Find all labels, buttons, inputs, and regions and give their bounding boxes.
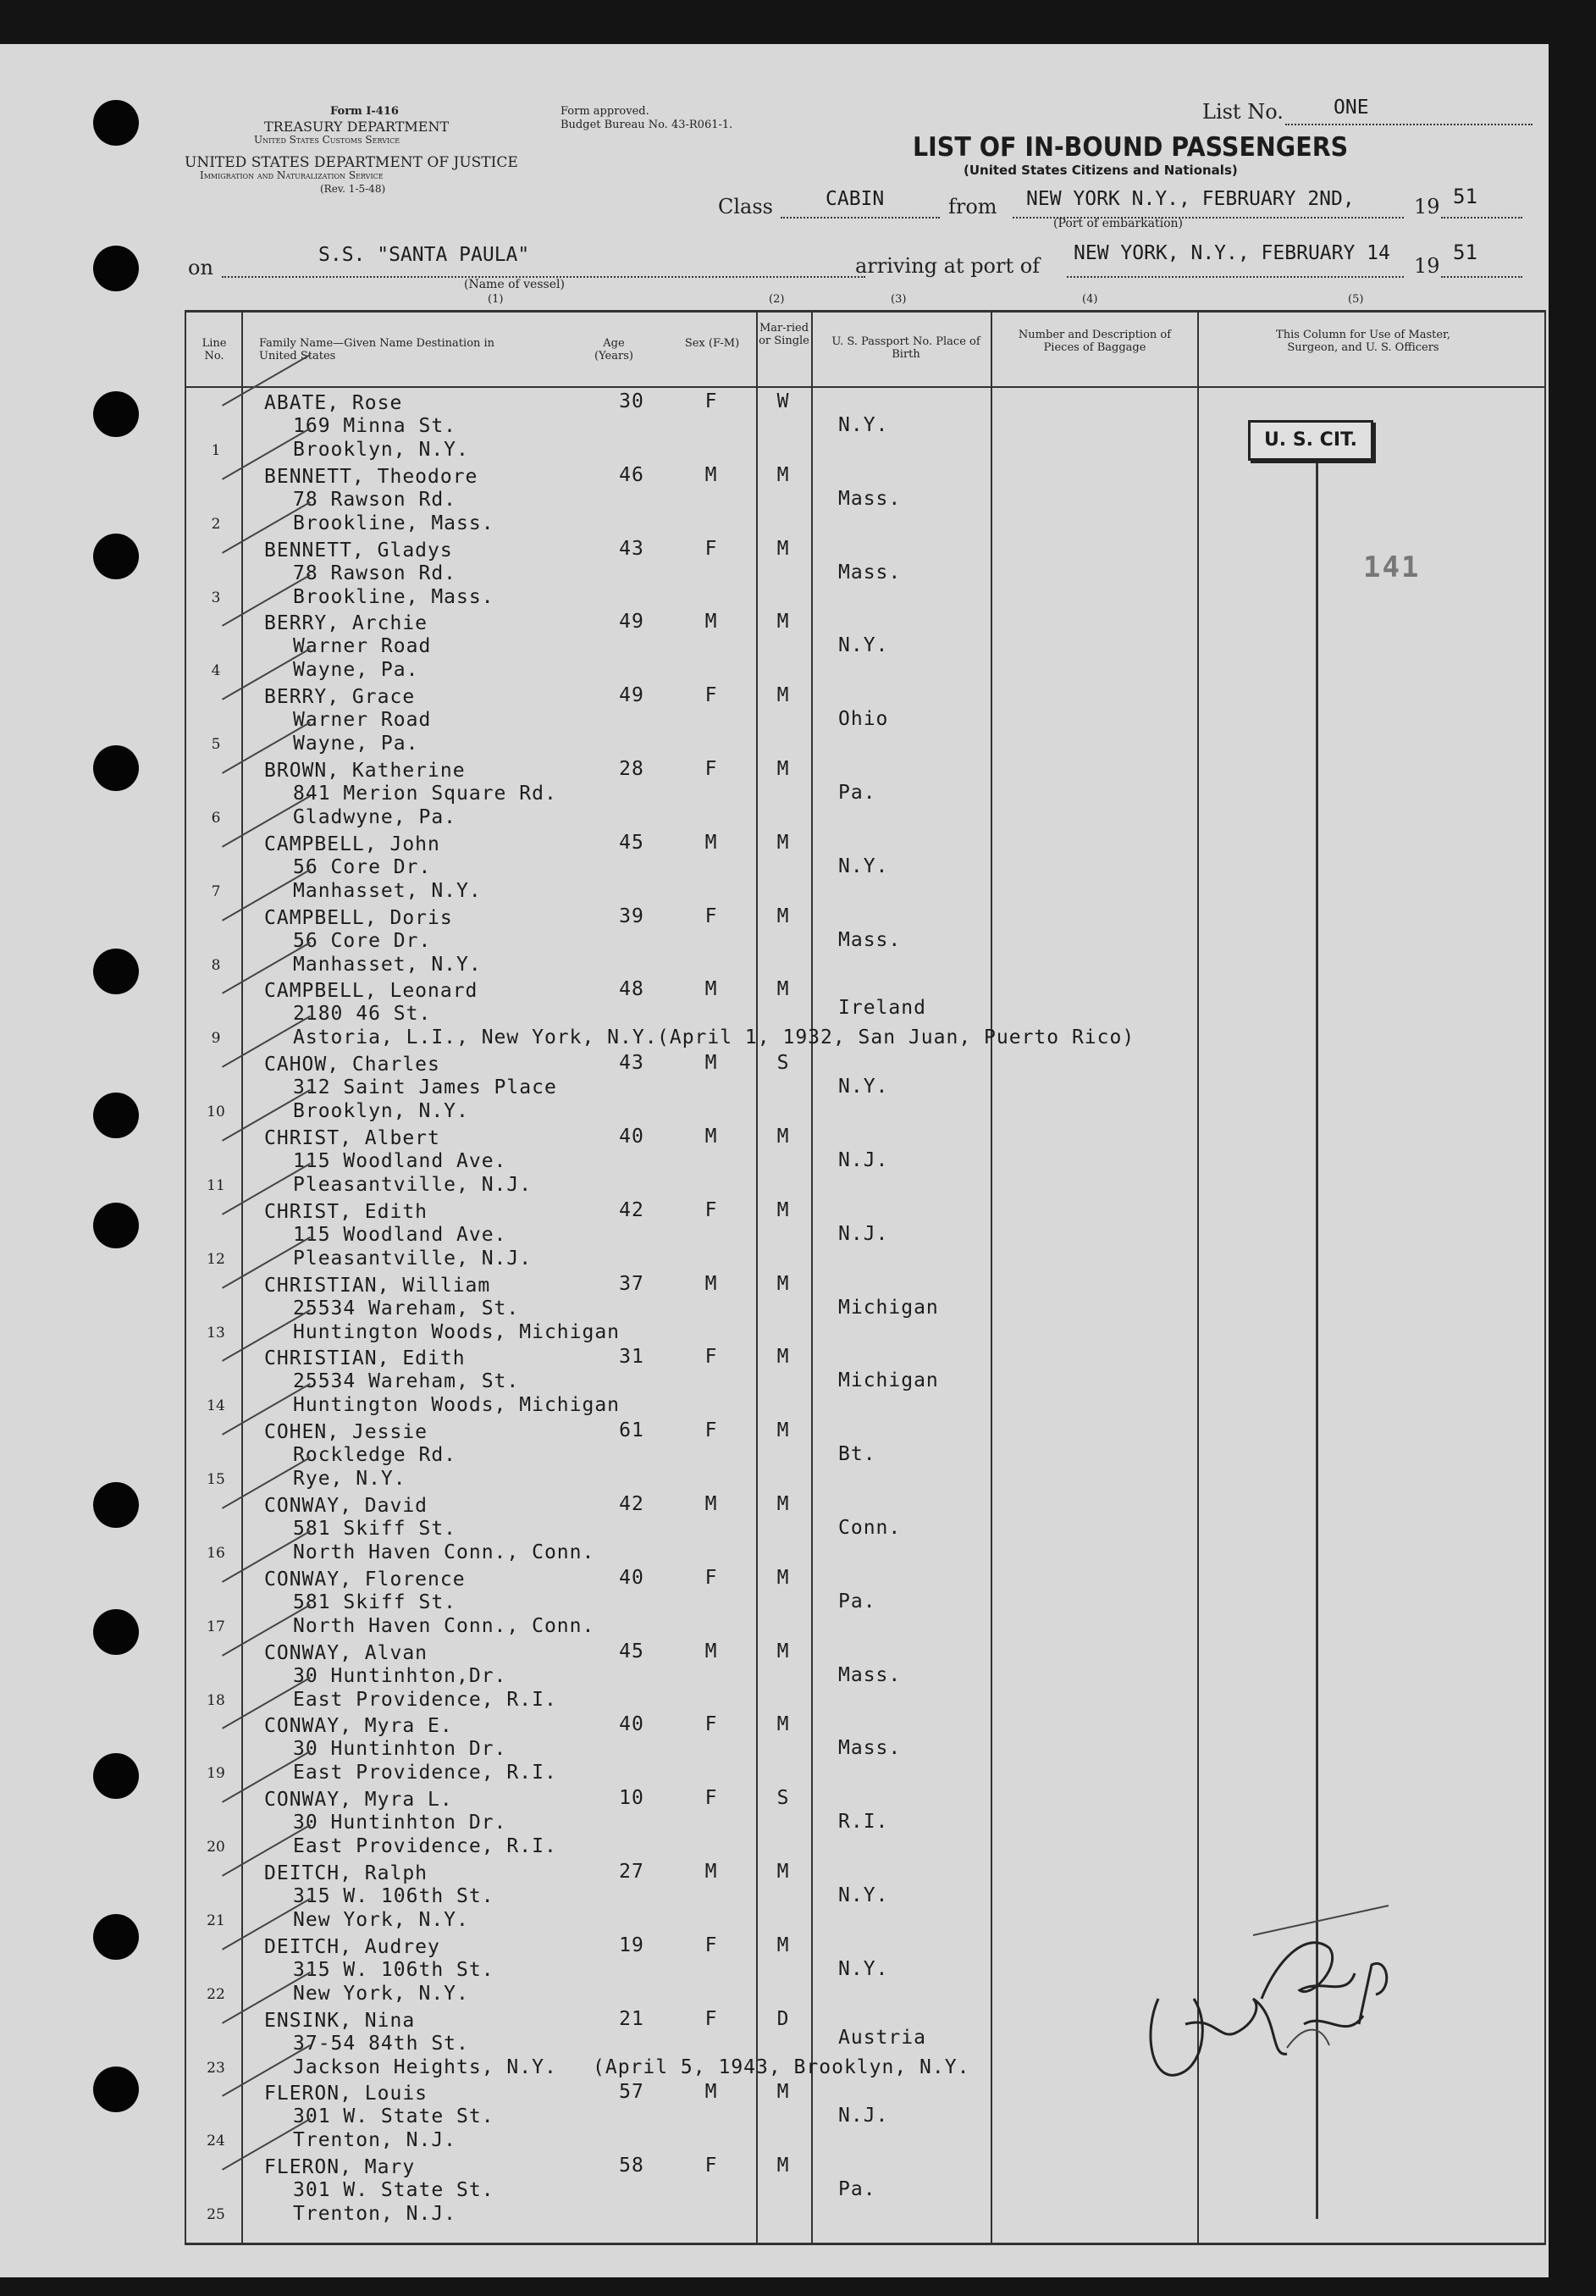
passenger-sex: M [704,2081,718,2104]
place-of-birth: Ireland [838,997,926,1020]
header-passport: U. S. Passport No. Place of Birth [831,335,980,361]
passenger-name: CONWAY, Myra L. [264,1789,453,1812]
marital-status: S [776,1787,790,1810]
line-number: 19 [207,1765,225,1783]
address-street: 841 Merion Square Rd. [293,783,557,805]
marital-status: M [776,1198,790,1221]
passenger-row [0,1566,1596,1640]
place-of-birth: Pa. [838,2178,876,2201]
from-value: NEW YORK N.Y., FEBRUARY 2ND, [1026,188,1355,210]
vessel-caption: (Name of vessel) [464,278,565,291]
passenger-age: 48 [619,978,644,1001]
passenger-name: CHRISTIAN, Edith [264,1347,466,1370]
passenger-name: BERRY, Grace [264,686,416,709]
passenger-age: 19 [619,1934,644,1956]
address-city: New York, N.Y. [293,1982,469,2005]
marital-status: W [776,390,790,412]
arriving-label: arriving at port of [855,254,1041,278]
line-number: 14 [207,1397,225,1415]
passenger-row [0,2154,1596,2227]
line-number: 25 [207,2206,225,2224]
justice-dept: UNITED STATES DEPARTMENT OF JUSTICE [185,154,518,171]
marital-status: M [776,2155,790,2177]
address-city: Manhasset, N.Y. [293,953,482,976]
passenger-age: 39 [619,905,644,927]
header-officers: This Column for Use of Master, Surgeon, and U. S. Officers [1276,329,1450,354]
place-of-birth: N.J. [838,1149,889,1171]
passenger-name: DEITCH, Ralph [264,1862,428,1884]
passenger-sex: F [704,1419,718,1442]
address-street: 25534 Wareham, St. [293,1297,520,1320]
passenger-age: 58 [619,2155,644,2177]
col-number-2: (2) [769,293,785,306]
year-line-2 [1441,276,1522,278]
passenger-row [0,683,1596,757]
list-no-value: ONE [1334,97,1369,119]
line-number: 9 [211,1030,221,1048]
line-number: 1 [211,442,221,459]
form-approved: Form approved. [561,105,649,118]
passenger-sex: M [704,1640,718,1663]
arriving-value: NEW YORK, N.Y., FEBRUARY 14 [1074,242,1390,264]
line-number: 7 [211,882,221,900]
passenger-sex: M [704,611,718,633]
form-number: Form I-416 [330,105,399,118]
passenger-name: CONWAY, Alvan [264,1641,428,1664]
address-city: Jackson Heights, N.Y. [293,2055,557,2078]
document-title: LIST OF IN-BOUND PASSENGERS [913,132,1349,163]
passenger-name: BROWN, Katherine [264,760,466,782]
place-of-birth: R.I. [838,1811,889,1834]
class-label: Class [718,195,773,219]
address-city: Wayne, Pa. [293,733,419,755]
place-of-birth: N.J. [838,1222,889,1245]
header-age: Age (Years) [594,337,633,362]
marital-status: M [776,831,790,854]
arriving-line [1067,276,1404,278]
address-city: East Providence, R.I. [293,1762,557,1784]
place-of-birth: Michigan [838,1296,939,1319]
document-subtitle: (United States Citizens and Nationals) [964,163,1238,178]
passenger-age: 27 [619,1861,644,1883]
marital-status: M [776,1126,790,1148]
passenger-name: BENNETT, Gladys [264,539,453,562]
address-street: 78 Rawson Rd. [293,488,457,511]
class-value: CABIN [826,188,885,210]
passenger-sex: M [704,1861,718,1883]
naturalization-note: (April 5, 1943, Brooklyn, N.Y. [593,2055,970,2078]
passenger-name: CAMPBELL, Doris [264,906,453,929]
passenger-age: 61 [619,1419,644,1442]
passenger-name: CHRIST, Edith [264,1200,428,1223]
header-baggage: Number and Description of Pieces of Baggage [1018,329,1172,354]
place-of-birth: N.Y. [838,414,889,436]
marital-status: M [776,978,790,1001]
passenger-sex: F [704,1346,718,1369]
marital-status: M [776,1272,790,1295]
passenger-sex: F [704,684,718,707]
place-of-birth: Mass. [838,487,902,510]
passenger-name: FLERON, Mary [264,2156,416,2179]
table-header-divider [185,386,1546,388]
place-of-birth: N.Y. [838,634,889,657]
passenger-age: 21 [619,2007,644,2030]
passenger-sex: F [704,390,718,412]
line-number: 21 [207,1912,225,1929]
passenger-row [0,1198,1596,1272]
place-of-birth: N.Y. [838,1076,889,1098]
passenger-row [0,1051,1596,1125]
line-number: 2 [211,515,221,533]
class-line [781,217,940,219]
passenger-row [0,1492,1596,1566]
punch-hole [93,246,139,291]
address-city: Astoria, L.I., New York, N.Y. [293,1026,658,1049]
revision: (Rev. 1-5-48) [320,183,386,195]
marital-status: M [776,1861,790,1883]
header-name-destination: Family Name—Given Name Destination in United States [259,337,495,362]
address-city: Brooklyn, N.Y. [293,1100,469,1123]
address-city: Rye, N.Y. [293,1468,406,1491]
marital-status: M [776,1346,790,1369]
passenger-row [0,1419,1596,1492]
naturalization-note: (April 1, 1932, San Juan, Puerto Rico) [657,1026,1135,1049]
address-city: North Haven Conn., Conn. [293,1614,595,1637]
address-city: Manhasset, N.Y. [293,879,482,902]
page-edge-top [0,0,1596,44]
address-city: East Providence, R.I. [293,1835,557,1858]
from-label: from [948,195,997,219]
passenger-age: 30 [619,390,644,412]
col-number-3: (3) [891,293,907,306]
line-number: 4 [211,662,221,680]
vessel-name: S.S. "SANTA PAULA" [318,244,530,266]
port-embarkation-caption: (Port of embarkation) [1053,217,1183,230]
marital-status: M [776,1419,790,1442]
line-number: 13 [207,1324,225,1342]
list-no-label: List No. [1202,100,1284,124]
passenger-row [0,1786,1596,1860]
place-of-birth: Mass. [838,1663,902,1686]
passenger-row [0,463,1596,537]
place-of-birth: Mass. [838,1737,902,1760]
line-number: 8 [211,956,221,974]
marital-status: M [776,1640,790,1663]
passenger-age: 49 [619,684,644,707]
address-street: 25534 Wareham, St. [293,1370,520,1393]
place-of-birth: Pa. [838,1590,876,1613]
passenger-sex: F [704,1566,718,1589]
passenger-sex: F [704,2007,718,2030]
address-street: 30 Huntinhton Dr. [293,1738,507,1761]
line-number: 11 [207,1177,225,1194]
punch-hole [93,100,139,146]
passenger-name: CONWAY, Myra E. [264,1715,453,1738]
passenger-sex: M [704,1272,718,1295]
line-number: 12 [207,1250,225,1268]
vessel-col-number: (1) [488,293,504,306]
passenger-age: 28 [619,758,644,780]
address-street: 30 Huntinhton,Dr. [293,1664,507,1687]
line-number: 18 [207,1691,225,1709]
passenger-age: 45 [619,831,644,854]
passenger-sex: M [704,978,718,1001]
place-of-birth: Bt. [838,1443,876,1466]
place-of-birth: Conn. [838,1517,902,1539]
address-street: 312 Saint James Place [293,1076,557,1099]
col-number-5: (5) [1348,293,1364,306]
budget-bureau: Budget Bureau No. 43-R061-1. [561,119,733,131]
address-street: Warner Road [293,709,432,732]
passenger-row [0,977,1596,1051]
address-street: 315 W. 106th St. [293,1958,494,1981]
passenger-name: BERRY, Archie [264,612,428,635]
passenger-sex: F [704,1713,718,1736]
passenger-name: CAHOW, Charles [264,1054,440,1076]
passenger-row [0,905,1596,978]
passenger-age: 37 [619,1272,644,1295]
address-street: 115 Woodland Ave. [293,1150,507,1172]
place-of-birth: Michigan [838,1369,939,1392]
passenger-name: ENSINK, Nina [264,2009,416,2032]
address-city: East Providence, R.I. [293,1688,557,1711]
us-citizen-stamp: U. S. CIT. [1248,420,1373,461]
passenger-name: ABATE, Rose [264,392,403,414]
table-top-border [185,310,1546,313]
passenger-name: CHRIST, Albert [264,1127,440,1149]
passenger-sex: M [704,1052,718,1075]
passenger-sex: F [704,905,718,927]
address-city: Trenton, N.J. [293,2203,457,2226]
passenger-age: 43 [619,537,644,560]
passenger-row [0,537,1596,611]
address-city: Pleasantville, N.J. [293,1247,533,1270]
address-city: Brookline, Mass. [293,512,494,534]
passenger-age: 10 [619,1787,644,1810]
passenger-age: 42 [619,1493,644,1515]
customs-service: United States Customs Service [254,134,400,146]
place-of-birth: N.Y. [838,1884,889,1906]
page-edge-bottom [0,2277,1596,2296]
line-number: 3 [211,589,221,606]
address-city: Wayne, Pa. [293,659,419,682]
address-street: 2180 46 St. [293,1003,432,1026]
address-city: Brookline, Mass. [293,585,494,608]
passenger-sex: F [704,2155,718,2177]
line-number: 15 [207,1471,225,1489]
address-street: 301 W. State St. [293,2179,494,2202]
on-label: on [188,256,213,279]
passenger-sex: F [704,758,718,780]
passenger-row [0,1125,1596,1198]
passenger-name: CONWAY, Florence [264,1568,466,1591]
address-street: Rockledge Rd. [293,1444,457,1467]
passenger-age: 57 [619,2081,644,2104]
address-street: 56 Core Dr. [293,855,432,878]
line-number: 23 [207,2059,225,2077]
passenger-sex: M [704,1126,718,1148]
place-of-birth: N.Y. [838,1957,889,1980]
col-number-4: (4) [1082,293,1098,306]
header-line-no: Line No. [202,337,227,362]
passenger-row [0,390,1596,463]
passenger-age: 46 [619,463,644,486]
address-street: 78 Rawson Rd. [293,562,457,584]
address-street: 56 Core Dr. [293,929,432,952]
passenger-sex: M [704,1493,718,1515]
treasury-dept: TREASURY DEPARTMENT [264,119,450,135]
address-street: 37-54 84th St. [293,2032,469,2055]
line-number: 22 [207,1985,225,2003]
passenger-age: 40 [619,1566,644,1589]
address-city: Pleasantville, N.J. [293,1174,533,1196]
table-bottom-border [185,2243,1546,2245]
marital-status: M [776,537,790,560]
place-of-birth: Pa. [838,782,876,804]
address-city: New York, N.Y. [293,1909,469,1931]
place-of-birth: Austria [838,2026,926,2049]
passenger-row [0,1272,1596,1346]
passenger-sex: M [704,831,718,854]
passenger-age: 49 [619,611,644,633]
line-number: 5 [211,736,221,754]
year-line-1 [1441,217,1522,219]
address-city: Huntington Woods, Michigan [293,1320,621,1343]
place-of-birth: Ohio [838,708,889,731]
line-number: 6 [211,810,221,827]
margin-number: 141 [1363,550,1421,584]
address-city: Trenton, N.J. [293,2129,457,2152]
passenger-name: FLERON, Louis [264,2083,428,2105]
passenger-name: BENNETT, Theodore [264,465,478,488]
passenger-row [0,1712,1596,1786]
passenger-row [0,1640,1596,1713]
address-city: Gladwyne, Pa. [293,806,457,828]
place-of-birth: N.J. [838,2105,889,2127]
passenger-age: 40 [619,1713,644,1736]
marital-status: M [776,684,790,707]
line-number: 20 [207,1839,225,1856]
passenger-sex: F [704,537,718,560]
marital-status: M [776,1493,790,1515]
marital-status: S [776,1052,790,1075]
marital-status: M [776,2081,790,2104]
address-street: 115 Woodland Ave. [293,1223,507,1246]
address-city: Brooklyn, N.Y. [293,439,469,461]
year-prefix-1: 19 [1414,195,1440,219]
address-street: 581 Skiff St. [293,1518,457,1540]
passenger-age: 43 [619,1052,644,1075]
line-number: 10 [207,1104,225,1121]
passenger-age: 45 [619,1640,644,1663]
header-sex: Sex (F-M) [684,337,740,350]
passenger-row [0,757,1596,831]
passenger-age: 42 [619,1198,644,1221]
passenger-sex: F [704,1198,718,1221]
year-value-1: 51 [1453,185,1477,208]
address-street: 169 Minna St. [293,415,457,437]
official-signature [1135,1897,1414,2092]
marital-status: M [776,463,790,486]
passenger-name: CHRISTIAN, William [264,1274,491,1297]
address-city: North Haven Conn., Conn. [293,1541,595,1563]
address-city: Huntington Woods, Michigan [293,1394,621,1417]
passenger-name: DEITCH, Audrey [264,1935,440,1958]
list-no-line [1285,124,1532,125]
address-street: 315 W. 106th St. [293,1885,494,1907]
passenger-row [0,1345,1596,1419]
passenger-name: CAMPBELL, John [264,833,440,855]
passenger-sex: F [704,1787,718,1810]
marital-status: M [776,611,790,633]
passenger-age: 31 [619,1346,644,1369]
passenger-name: CAMPBELL, Leonard [264,980,478,1003]
place-of-birth: Mass. [838,561,902,584]
ins-service: Immigration and Naturalization Service [200,169,384,181]
address-street: 30 Huntinhton Dr. [293,1812,507,1834]
address-street: Warner Road [293,635,432,658]
line-number: 16 [207,1545,225,1562]
marital-status: M [776,905,790,927]
passenger-sex: F [704,1934,718,1956]
address-street: 301 W. State St. [293,2105,494,2128]
line-number: 17 [207,1618,225,1635]
year-value-2: 51 [1453,241,1477,264]
place-of-birth: Mass. [838,928,902,951]
passenger-row [0,610,1596,683]
passenger-age: 40 [619,1126,644,1148]
marital-status: M [776,1713,790,1736]
passenger-name: CONWAY, David [264,1495,428,1517]
address-street: 581 Skiff St. [293,1591,457,1613]
marital-status: M [776,1566,790,1589]
line-number: 24 [207,2133,225,2150]
marital-status: D [776,2007,790,2030]
passenger-row [0,831,1596,905]
marital-status: M [776,1934,790,1956]
passenger-name: COHEN, Jessie [264,1421,428,1444]
place-of-birth: N.Y. [838,855,889,877]
header-married: Mar-ried or Single [759,322,809,347]
passenger-sex: M [704,463,718,486]
marital-status: M [776,758,790,780]
year-prefix-2: 19 [1414,254,1440,278]
